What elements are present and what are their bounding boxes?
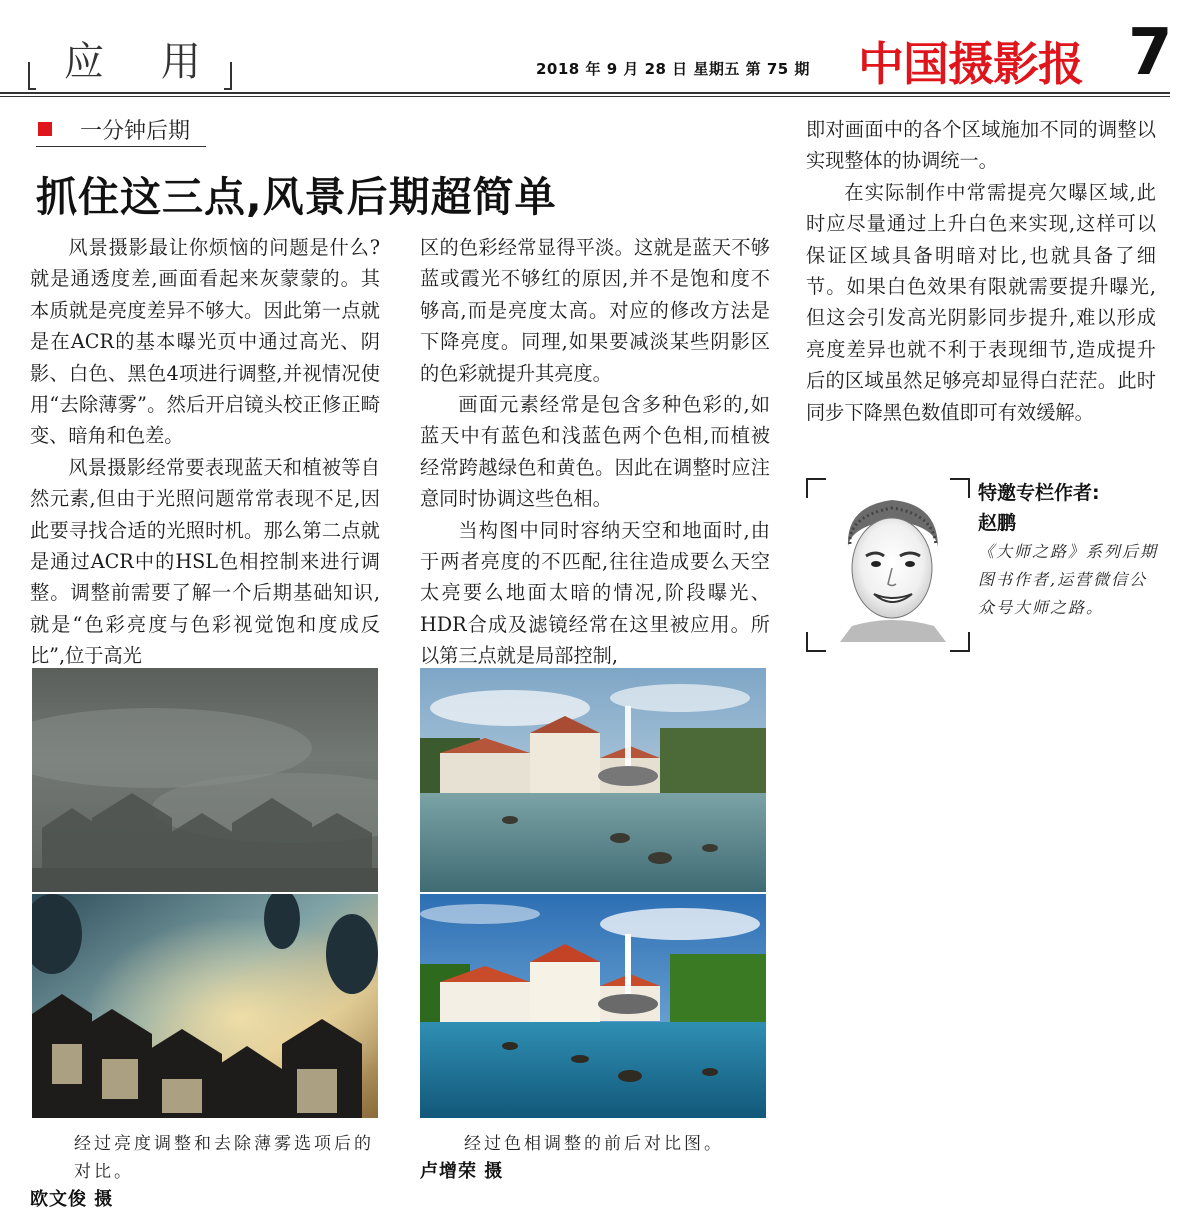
author-role-label: 特邀专栏作者: [978, 482, 1100, 504]
body-column-2 [420, 232, 770, 672]
photo-credit: 欧文俊 摄 [30, 1189, 114, 1210]
paragraph-continued: 区的色彩经常显得平淡。这就是蓝天不够蓝或霞光不够红的原因,并不是饱和度不够高,而是亮度太高。对应的修改方法是下降亮度。同理,如果要减淡某些阴影区的色彩就提升其亮度。 [420, 236, 770, 385]
newspaper-masthead: 中国摄影报 [858, 37, 1083, 91]
photo-village-before [32, 668, 378, 892]
paragraph: 画面元素经常是包含多种色彩的,如蓝天中有蓝色和浅蓝色两个色相,而植被经常跨越绿色和黄色。因此在调整时应注意同时协调这些色相。 [420, 393, 770, 511]
kicker-underline [36, 146, 206, 147]
paragraph: 风景摄影经常要表现蓝天和植被等自然元素,但由于光照问题常常表现不足,因此要寻找合适的光照时机。那么第二点就是通过ACR中的HSL色相控制来进行调整。调整前需要了解一个后期基础知识,就是“色彩亮度与色彩视觉饱和度成反比”,位于高光 [30, 455, 380, 668]
author-portrait [826, 486, 958, 642]
caption-text: 经过亮度调整和去除薄雾选项后的对比。 [74, 1134, 374, 1182]
paragraph: 在实际制作中常需提亮欠曝区域,此时应尽量通过上升白色来实现,这样可以保证区域具备明暗对比,也就具备了细节。如果白色效果有限就需要提升曝光,但这会引发高光阴影同步提升,难以形成亮度差异也就不利于表现细节,造成提升后的区域虽然足够亮却显得白茫茫。此时同步下降黑色数值即可有效缓解。 [806, 180, 1156, 424]
section-title: 应 用 [64, 39, 223, 85]
photo-caption-right [420, 1130, 776, 1186]
caption-text: 经过色相调整的前后对比图。 [464, 1134, 724, 1154]
article-headline: 抓住这三点,风景后期超简单 [36, 173, 557, 221]
issue-date-line: 2018 年 9 月 28 日 星期五 第 75 期 [536, 60, 810, 78]
author-frame-corner [806, 632, 826, 652]
paragraph: 风景摄影最让你烦恼的问题是什么?就是通透度差,画面看起来灰蒙蒙的。其本质就是亮度差异不够大。因此第一点就是在ACR的基本曝光页中通过高光、阴影、白色、黑色4项进行调整,并视情况使用“去除薄雾”。然后开启镜头校正修正畸变、暗角和色差。 [30, 236, 380, 448]
paragraph: 当构图中同时容纳天空和地面时,由于两者亮度的不匹配,往往造成要么天空太亮要么地面太暗的情况,阶段曝光、HDR合成及滤镜经常在这里被应用。所以第三点就是局部控制, [420, 518, 770, 668]
author-name: 赵鹏 [978, 512, 1017, 534]
body-column-3 [806, 114, 1156, 428]
photo-palace-after [420, 894, 766, 1118]
photo-credit: 卢增荣 摄 [420, 1161, 504, 1182]
header-rule [0, 92, 1170, 94]
photo-palace-before [420, 668, 766, 892]
paragraph-continued: 即对画面中的各个区域施加不同的调整以实现整体的协调统一。 [806, 118, 1156, 173]
column-kicker: 一分钟后期 [80, 119, 191, 144]
photo-caption-left [30, 1130, 386, 1214]
section-bracket-left [28, 62, 36, 90]
author-frame-corner [806, 478, 826, 498]
photo-village-after [32, 894, 378, 1118]
author-bio: 《大师之路》系列后期图书作者,运营微信公众号大师之路。 [978, 542, 1159, 617]
page-number: 7 [1128, 16, 1173, 90]
kicker-marker [38, 122, 52, 136]
body-column-1 [30, 232, 380, 672]
header-rule-thin [0, 96, 1170, 97]
section-bracket-right [224, 62, 232, 90]
